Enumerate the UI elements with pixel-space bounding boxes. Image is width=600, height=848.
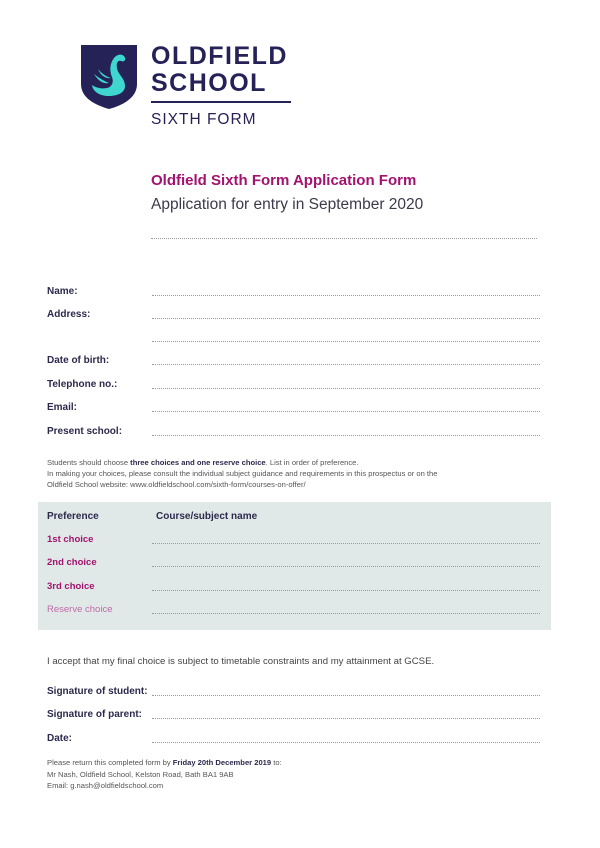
instructions-line2: In making your choices, please consult the individual subject guidance and requirements in this prospectus or on the xyxy=(47,469,438,478)
second-choice-label: 2nd choice xyxy=(47,557,97,568)
return-instructions xyxy=(47,757,547,792)
student-signature-field[interactable] xyxy=(152,695,540,696)
second-choice-field[interactable] xyxy=(152,566,540,567)
instructions-text-end: . List in order of preference. xyxy=(265,458,359,467)
date-field[interactable] xyxy=(152,742,540,743)
subtitle-dotted-line xyxy=(151,238,537,239)
address-field-line2[interactable] xyxy=(152,341,540,342)
form-title: Oldfield Sixth Form Application Form xyxy=(151,172,417,189)
first-choice-field[interactable] xyxy=(152,543,540,544)
present-school-label: Present school: xyxy=(47,426,123,437)
dob-label: Date of birth: xyxy=(47,355,110,366)
student-signature-label: Signature of student: xyxy=(47,686,148,697)
logo-text-school: SCHOOL xyxy=(151,69,267,97)
swan-shield-icon xyxy=(80,44,138,110)
address-field-line1[interactable] xyxy=(152,318,540,319)
reserve-choice-field[interactable] xyxy=(152,613,540,614)
return-email: Email: g.nash@oldfieldschool.com xyxy=(47,781,164,790)
parent-signature-field[interactable] xyxy=(152,718,540,719)
date-label: Date: xyxy=(47,733,73,744)
email-field[interactable] xyxy=(152,411,540,412)
name-field[interactable] xyxy=(152,295,540,296)
name-label: Name: xyxy=(47,286,78,297)
third-choice-label: 3rd choice xyxy=(47,581,95,592)
instructions-text-start: Students should choose xyxy=(47,458,131,467)
form-subtitle: Application for entry in September 2020 xyxy=(151,196,424,213)
return-deadline: Friday 20th December 2019 xyxy=(172,758,272,767)
email-label: Email: xyxy=(47,402,78,413)
preference-column-header: Preference xyxy=(47,511,99,522)
logo-text-sixth-form: SIXTH FORM xyxy=(151,111,257,128)
instructions xyxy=(47,457,547,490)
first-choice-label: 1st choice xyxy=(47,534,94,545)
reserve-choice-label: Reserve choice xyxy=(47,604,113,615)
return-address: Mr Nash, Oldfield School, Kelston Road, Bath BA1 9AB xyxy=(47,769,234,779)
instructions-bold: three choices and one reserve choice xyxy=(130,458,266,467)
parent-signature-label: Signature of parent: xyxy=(47,709,143,720)
telephone-label: Telephone no.: xyxy=(47,379,118,390)
present-school-field[interactable] xyxy=(152,435,540,436)
logo-divider xyxy=(151,101,291,103)
acceptance-statement: I accept that my final choice is subject to timetable constraints and my attainment at GCSE. xyxy=(47,656,435,667)
logo-text-oldfield: OLDFIELD xyxy=(151,42,288,70)
telephone-field[interactable] xyxy=(152,388,540,389)
third-choice-field[interactable] xyxy=(152,590,540,591)
return-text-start: Please return this completed form by xyxy=(47,758,173,767)
instructions-line3: Oldfield School website: www.oldfieldschool.com/sixth-form/courses-on-offer/ xyxy=(47,480,306,489)
dob-field[interactable] xyxy=(152,364,540,365)
address-label: Address: xyxy=(47,309,91,320)
return-text-end: to: xyxy=(271,758,282,767)
course-column-header: Course/subject name xyxy=(156,511,258,522)
